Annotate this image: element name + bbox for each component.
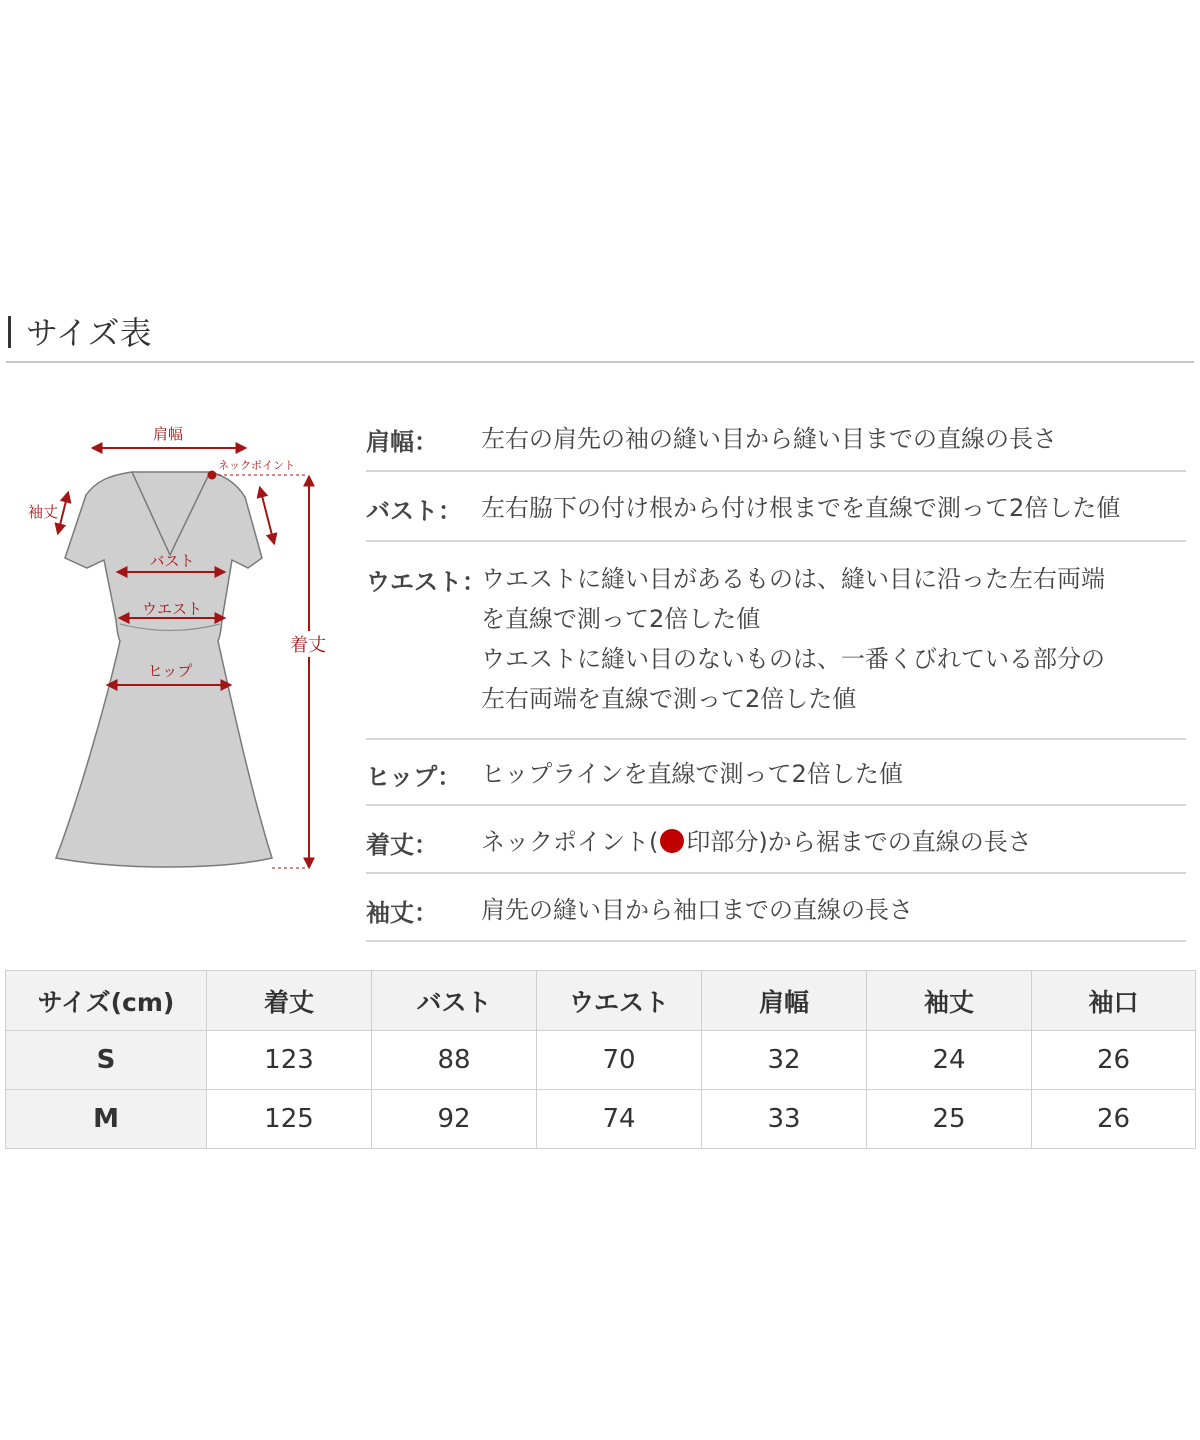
table-cell: 70: [537, 1031, 702, 1090]
desc-definition: [481, 754, 903, 794]
desc-term: ウエスト：: [366, 568, 486, 596]
table-cell: 92: [372, 1090, 537, 1149]
desc-term: 肩幅：: [366, 428, 438, 456]
table-cell: 24: [867, 1031, 1032, 1090]
measurement-descriptions: [366, 410, 1186, 942]
column-header: バスト: [372, 971, 537, 1031]
table-cell: 74: [537, 1090, 702, 1149]
table-cell: 33: [702, 1090, 867, 1149]
sleeve-arrow-left: [58, 493, 68, 533]
table-cell: 88: [372, 1031, 537, 1090]
desc-line: [481, 822, 1032, 862]
waist-label: ウエスト: [141, 600, 203, 618]
hip-label: ヒップ: [147, 662, 193, 680]
desc-definition: [481, 890, 913, 930]
size-label-cell: S: [6, 1031, 207, 1090]
desc-line: 左右脇下の付け根から付け根までを直線で測って2倍した値: [481, 494, 1121, 522]
desc-term: ヒップ：: [366, 763, 462, 791]
bust-label: バスト: [149, 552, 195, 570]
desc-row-sleeve: [366, 874, 1186, 942]
page-title: サイズ表: [26, 314, 152, 352]
table-cell: 32: [702, 1031, 867, 1090]
title-accent-bar: [8, 316, 11, 348]
table-cell: 25: [867, 1090, 1032, 1149]
column-header: 袖丈: [867, 971, 1032, 1031]
desc-definition: [481, 822, 1032, 862]
table-cell: 26: [1032, 1090, 1196, 1149]
desc-definition: [481, 488, 1120, 528]
size-table: [5, 970, 1196, 1149]
column-header: 着丈: [207, 971, 372, 1031]
desc-line: 左右両端を直線で測って2倍した値: [481, 685, 857, 713]
table-row: [6, 1090, 1196, 1149]
table-header-row: [6, 971, 1196, 1031]
desc-line: 左右の肩先の袖の縫い目から縫い目までの直線の長さ: [481, 425, 1057, 453]
title-divider: [6, 361, 1194, 363]
desc-line: ウエストに縫い目があるものは、縫い目に沿った左右両端: [481, 565, 1105, 593]
desc-line: を直線で測って2倍した値: [481, 605, 761, 633]
desc-definition: [481, 419, 1057, 459]
desc-row-bust: [366, 472, 1186, 542]
desc-row-waist: [366, 542, 1186, 740]
desc-term: バスト：: [366, 497, 462, 525]
column-header: サイズ(cm): [6, 971, 207, 1031]
desc-text: ネックポイント(: [481, 828, 659, 856]
desc-line: ウエストに縫い目のないものは、一番くびれている部分の: [481, 645, 1105, 673]
desc-definition: [481, 559, 1105, 719]
column-header: 肩幅: [702, 971, 867, 1031]
desc-line: 肩先の縫い目から袖口までの直線の長さ: [481, 896, 913, 924]
column-header: 袖口: [1032, 971, 1196, 1031]
sleeve-label: 袖丈: [28, 503, 59, 521]
desc-term: 着丈：: [366, 831, 438, 859]
desc-row-shoulder: [366, 410, 1186, 472]
neck-point-label: ネックポイント: [218, 459, 295, 472]
table-cell: 26: [1032, 1031, 1196, 1090]
table-cell: 123: [207, 1031, 372, 1090]
desc-term: 袖丈：: [366, 899, 438, 927]
neck-point-marker-icon: [660, 829, 684, 853]
desc-row-length: [366, 806, 1186, 874]
measurement-diagram: [20, 415, 340, 890]
sleeve-arrow-right: [260, 488, 274, 543]
table-row: [6, 1031, 1196, 1090]
dress-illustration: [20, 415, 340, 890]
desc-line: ヒップラインを直線で測って2倍した値: [481, 760, 903, 788]
size-label-cell: M: [6, 1090, 207, 1149]
length-label: 着丈: [290, 635, 326, 656]
table-cell: 125: [207, 1090, 372, 1149]
column-header: ウエスト: [537, 971, 702, 1031]
desc-text: 印部分)から裾までの直線の長さ: [686, 828, 1032, 856]
shoulder-label: 肩幅: [152, 425, 184, 443]
desc-row-hip: [366, 740, 1186, 806]
